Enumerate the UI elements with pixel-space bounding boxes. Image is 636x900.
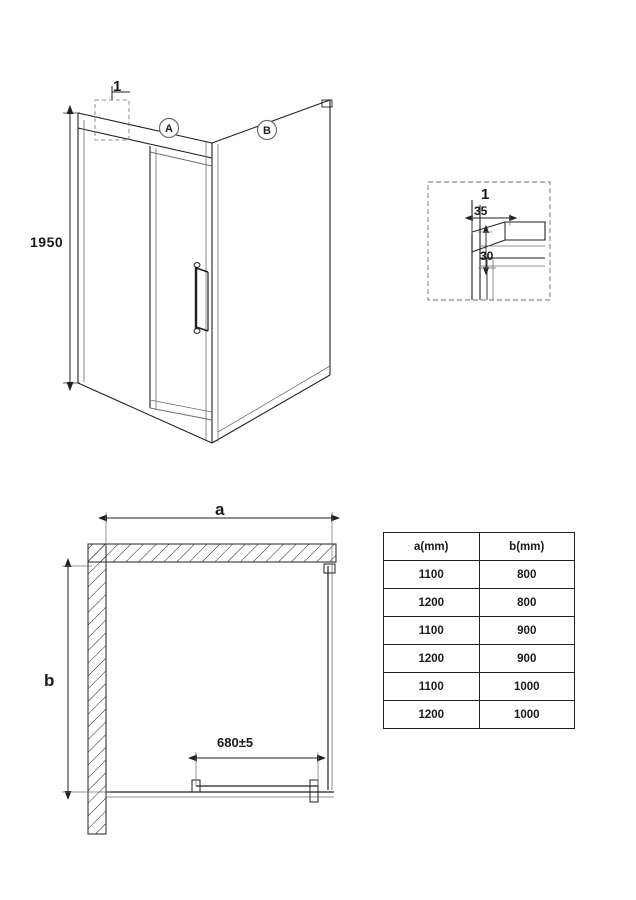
- cell-b: 800: [479, 589, 575, 617]
- plan-view: [62, 512, 336, 834]
- cell-a: 1200: [384, 645, 480, 673]
- perspective-view: [78, 86, 332, 443]
- cell-b: 1000: [479, 673, 575, 701]
- detail-dimension-35: 35: [474, 204, 488, 218]
- cell-b: 900: [479, 645, 575, 673]
- callout-a: [160, 119, 179, 138]
- cell-a: 1100: [384, 561, 480, 589]
- cell-b: 1000: [479, 701, 575, 729]
- table-row: [384, 645, 575, 673]
- cell-a: 1200: [384, 589, 480, 617]
- detail-dimension-30: 30: [480, 249, 494, 263]
- table-row: [384, 673, 575, 701]
- table-row: [384, 589, 575, 617]
- svg-text:B: B: [263, 125, 271, 137]
- detail-marker-label-top: 1: [113, 78, 122, 95]
- detail-view-title: 1: [481, 186, 490, 203]
- cell-b: 900: [479, 617, 575, 645]
- table-row: [384, 561, 575, 589]
- plan-dimension-a-label: a: [215, 500, 225, 519]
- table-header-row: [384, 533, 575, 561]
- table-header-a: a(mm): [384, 533, 480, 561]
- table-row: [384, 701, 575, 729]
- plan-dimension-b-label: b: [44, 671, 55, 690]
- size-table-wrapper: [383, 532, 575, 729]
- height-dimension-label: 1950: [30, 234, 64, 250]
- table-row: [384, 617, 575, 645]
- cell-a: 1100: [384, 617, 480, 645]
- plan-dimension-door-label: 680±5: [217, 735, 254, 750]
- cell-b: 800: [479, 561, 575, 589]
- callout-b: [258, 121, 277, 140]
- cell-a: 1100: [384, 673, 480, 701]
- table-header-b: b(mm): [479, 533, 575, 561]
- cell-a: 1200: [384, 701, 480, 729]
- svg-text:A: A: [165, 123, 173, 135]
- size-table: [383, 532, 575, 729]
